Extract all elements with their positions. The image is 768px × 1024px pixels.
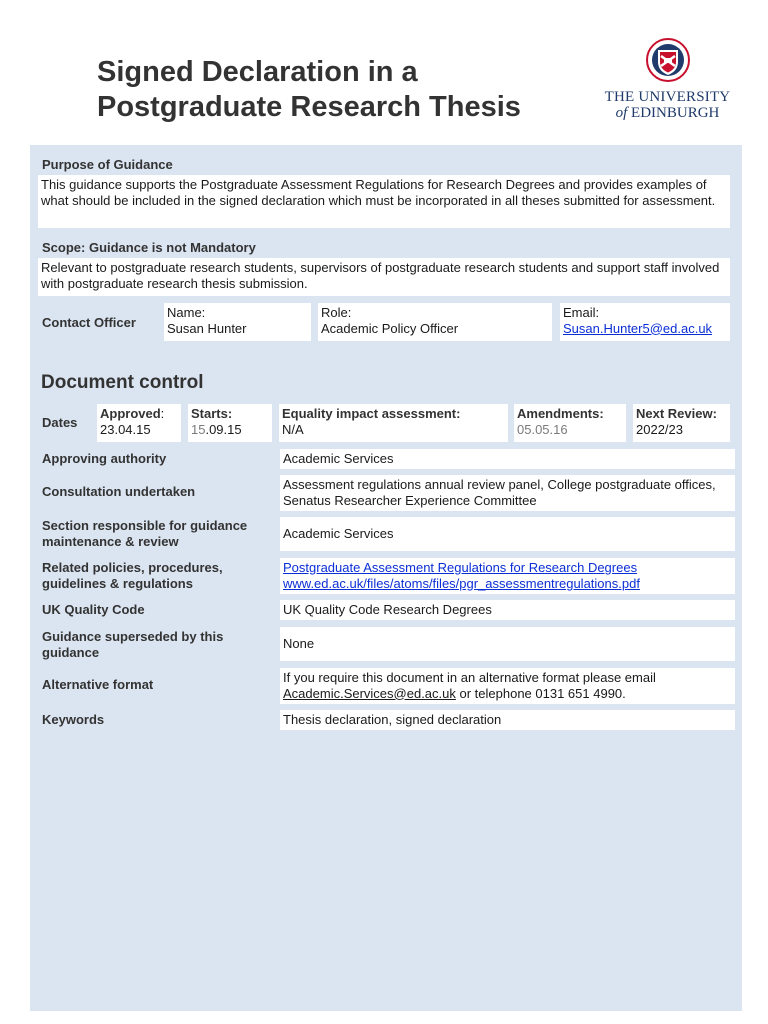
contact-role-box <box>318 303 552 341</box>
row-value-section-responsible: Academic Services <box>280 517 735 551</box>
contact-role: Academic Policy Officer <box>321 320 459 336</box>
row-label-related-policies: Related policies, procedures, guidelines & regulations <box>42 560 223 591</box>
starts-box <box>188 404 272 442</box>
row-label-approving-authority: Approving authority <box>42 451 167 466</box>
purpose-label: Purpose of Guidance <box>42 157 173 172</box>
scope-text: Relevant to postgraduate research students, supervisors of postgraduate research students and support staff involved with postgraduate research thesis submission. <box>38 258 730 296</box>
amendments-date: 05.05.16 <box>517 421 568 437</box>
contact-email-link[interactable]: Susan.Hunter5@ed.ac.uk <box>563 320 713 336</box>
logo-text-university: THE UNIVERSITY <box>604 89 731 105</box>
scope-label: Scope: Guidance is not Mandatory <box>42 240 256 255</box>
approved-label: Approved <box>100 406 161 421</box>
equality-box <box>279 404 508 442</box>
row-label-section-responsible: Section responsible for guidance maintenance & review <box>42 518 248 549</box>
contact-email-box <box>560 303 730 341</box>
row-label-uk-quality-code: UK Quality Code <box>42 602 145 617</box>
title-line-1: Signed Declaration in a <box>97 56 418 88</box>
guidance-panel <box>30 145 742 1011</box>
starts-date: 15.09.15 <box>191 421 242 437</box>
row-value-keywords: Thesis declaration, signed declaration <box>280 710 735 730</box>
page-title <box>97 55 521 125</box>
next-review-label: Next Review: <box>636 406 717 421</box>
contact-officer-label: Contact Officer <box>42 315 136 330</box>
equality-label: Equality impact assessment: <box>282 406 461 421</box>
approved-colon: : <box>160 406 165 421</box>
contact-name: Susan Hunter <box>167 320 247 336</box>
row-label-keywords: Keywords <box>42 712 105 727</box>
amendments-box <box>514 404 626 442</box>
equality-value: N/A <box>282 421 304 437</box>
contact-email-label: Email: <box>563 305 600 320</box>
university-logo <box>600 36 735 126</box>
row-label-superseded: Guidance superseded by this guidance <box>42 629 224 660</box>
row-value-uk-quality-code: UK Quality Code Research Degrees <box>280 600 735 620</box>
dates-label: Dates <box>42 415 78 430</box>
next-review-box <box>633 404 730 442</box>
row-value-alternative-format: If you require this document in an alternative format please email Academic.Services@ed.ac.uk or telephone 0131 651 4990. <box>280 668 735 704</box>
purpose-text: This guidance supports the Postgraduate Assessment Regulations for Research Degrees and provides examples of what should be included in the signed declaration which must be incorporated in all theses submitted for assessment. <box>38 175 730 228</box>
next-review-date: 2022/23 <box>636 421 683 437</box>
approved-date: 23.04.15 <box>100 421 151 437</box>
logo-text-edinburgh: of EDINBURGH <box>615 105 720 121</box>
amendments-label: Amendments: <box>517 406 604 421</box>
starts-label: Starts: <box>191 406 233 421</box>
approved-box <box>97 404 181 442</box>
contact-name-label: Name: <box>167 305 206 320</box>
academic-services-email-link[interactable]: Academic.Services@ed.ac.uk <box>283 685 456 701</box>
title-line-2: Postgraduate Research Thesis <box>97 91 521 123</box>
row-value-related-policies <box>280 558 735 594</box>
contact-role-label: Role: <box>321 305 352 320</box>
pgr-regulations-link[interactable]: Postgraduate Assessment Regulations for Research Degrees <box>283 560 638 575</box>
row-label-consultation: Consultation undertaken <box>42 484 196 499</box>
document-control-heading: Document control <box>41 372 204 393</box>
row-value-superseded: None <box>280 627 735 661</box>
contact-name-box <box>164 303 311 341</box>
university-crest-icon <box>645 36 691 86</box>
row-value-approving-authority: Academic Services <box>280 449 735 469</box>
row-label-alternative-format: Alternative format <box>42 677 154 692</box>
pgr-regulations-url-link[interactable]: www.ed.ac.uk/files/atoms/files/pgr_assessmentregulations.pdf <box>283 575 640 591</box>
row-value-consultation: Assessment regulations annual review panel, College postgraduate offices, Senatus Researcher Experience Committee <box>280 475 735 511</box>
